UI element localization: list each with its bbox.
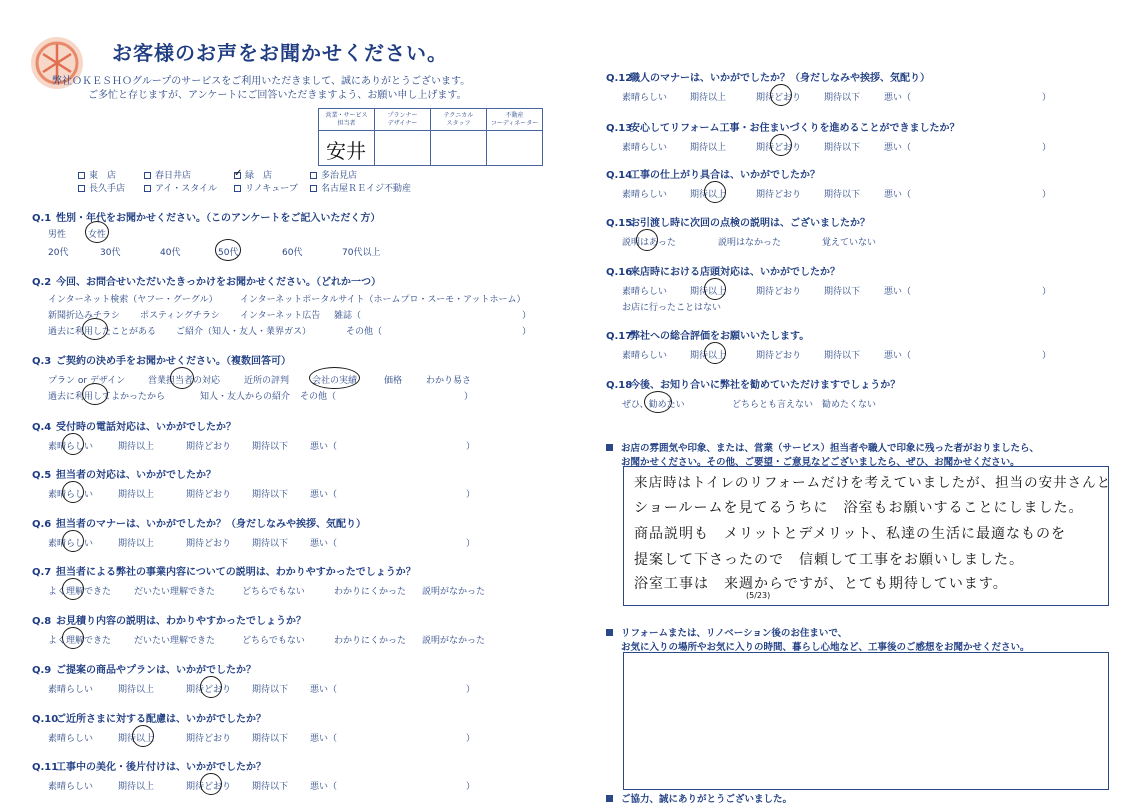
option-label: 素晴らしい — [48, 685, 94, 695]
option-3[interactable] — [252, 682, 288, 695]
option-label: 素晴らしい — [48, 539, 94, 549]
option-label: 悪い（ — [884, 287, 912, 297]
option-label: 期待以下 — [252, 782, 289, 792]
paren-close: ） — [522, 327, 532, 337]
option-label: 説明がなかった — [422, 636, 486, 646]
option-0[interactable] — [48, 731, 93, 744]
option-label: 素晴らしい — [622, 93, 668, 103]
option-label: 期待以下 — [824, 190, 861, 200]
option-0[interactable] — [48, 584, 111, 597]
option-1[interactable] — [690, 187, 726, 200]
option-label: 説明がなかった — [422, 587, 486, 597]
option-1[interactable] — [118, 439, 154, 452]
option-label: 期待以下 — [824, 287, 861, 297]
option-label: ） — [1042, 190, 1052, 200]
paren-close: ） — [464, 392, 474, 402]
option-portal-site[interactable]: インターネットポータルサイト（ホームプロ・スーモ・アットホーム） — [240, 295, 526, 305]
option-4[interactable] — [310, 487, 337, 500]
option-label: 期待以下 — [824, 143, 861, 153]
question-text: 今後、お知り合いに弊社を勧めていただけますでしょうか？ — [630, 380, 901, 391]
option-clarity[interactable]: わかり易さ — [426, 376, 472, 386]
store-label: アイ・スタイル — [155, 184, 218, 194]
option-label: ） — [466, 442, 476, 452]
option-label: 素晴らしい — [48, 782, 94, 792]
option-2[interactable] — [756, 284, 801, 297]
paren-close — [1042, 187, 1051, 200]
paren-close — [466, 536, 475, 549]
option-4[interactable] — [310, 682, 337, 695]
paren-close: ） — [522, 311, 532, 321]
option-1[interactable] — [134, 633, 215, 646]
option-label: 期待以上 — [118, 782, 155, 792]
option-plan-design[interactable]: プラン or デザイン — [48, 376, 126, 386]
option-4[interactable] — [884, 187, 911, 200]
option-label: 素晴らしい — [622, 143, 668, 153]
option-1[interactable] — [118, 731, 154, 744]
question-number: Q.11 — [32, 762, 59, 773]
option-2[interactable] — [186, 779, 231, 792]
option-0[interactable] — [48, 682, 93, 695]
option-3[interactable] — [824, 348, 860, 361]
question-text: お引渡し時に次回の点検の説明は、ございましたか？ — [630, 218, 870, 229]
handwriting-line-2: ショールームを見てるうちに 浴室もお願いすることにしました。 — [634, 500, 1084, 516]
option-0[interactable] — [622, 397, 685, 410]
option-label: 期待以上 — [118, 442, 155, 452]
option-label: 悪い（ — [884, 351, 912, 361]
option-label: 期待以上 — [690, 190, 727, 200]
question-number: Q.15 — [606, 218, 633, 229]
option-1[interactable] — [690, 90, 726, 103]
question-q1 — [32, 209, 380, 224]
option-sales-staff[interactable] — [148, 373, 220, 386]
option-0[interactable] — [48, 536, 93, 549]
option-2[interactable] — [186, 731, 231, 744]
question-text: ご契約の決め手をお聞かせください。（複数回答可） — [56, 356, 291, 367]
option-label: ぜひ、勧めたい — [622, 400, 685, 410]
option-2[interactable] — [822, 235, 876, 248]
question-number: Q.7 — [32, 567, 52, 578]
handwriting-line-1: 来店時はトイレのリフォームだけを考えていましたが、担当の安井さんと — [634, 475, 1112, 491]
paren-close — [1042, 140, 1051, 153]
question-q6 — [32, 515, 366, 530]
option-label: どちらでもない — [242, 636, 305, 646]
option-label: 期待どおり — [186, 685, 232, 695]
option-0[interactable] — [48, 779, 93, 792]
question-q9 — [32, 661, 256, 676]
option-label: 説明はなかった — [718, 238, 782, 248]
option-3[interactable] — [252, 536, 288, 549]
question-text: 来店時における店頭対応は、いかがでしたか？ — [630, 267, 840, 278]
section-impressions-heading-2: お聞かせください。その他、ご要望・ご意見などございましたら、ぜひ、お聞かせください。 — [621, 457, 1020, 468]
option-3[interactable] — [824, 140, 860, 153]
option-4[interactable] — [884, 284, 911, 297]
section-impressions-heading — [606, 440, 1039, 454]
option-3[interactable] — [334, 633, 406, 646]
option-label: 期待以下 — [252, 734, 289, 744]
option-label: 期待どおり — [186, 734, 232, 744]
option-4[interactable] — [884, 140, 911, 153]
option-2[interactable] — [242, 633, 305, 646]
paren-close — [466, 731, 475, 744]
option-label: 説明はあった — [622, 238, 676, 248]
question-number: Q.1 — [32, 213, 52, 224]
option-label: 素晴らしい — [48, 734, 94, 744]
option-internet-ad[interactable]: インターネット広告 — [240, 311, 321, 321]
option-0[interactable] — [622, 235, 676, 248]
store-reiji[interactable] — [310, 181, 411, 194]
section-after-renovation-heading — [606, 625, 847, 639]
option-label: よく理解できた — [48, 587, 112, 597]
option-label: 期待以下 — [824, 351, 861, 361]
store-istyle[interactable] — [144, 181, 217, 194]
option-1[interactable] — [690, 284, 726, 297]
option-label: どちらでもない — [242, 587, 305, 597]
store-label: 多治見店 — [321, 171, 358, 181]
option-label: 覚えていない — [822, 238, 877, 248]
store-tajimi[interactable] — [310, 168, 357, 181]
option-60s[interactable]: 60代 — [282, 248, 303, 258]
store-renocube[interactable] — [234, 181, 298, 194]
option-label: 悪い（ — [310, 685, 338, 695]
option-magazine[interactable]: 雑誌（ — [334, 311, 362, 321]
option-0[interactable] — [622, 187, 667, 200]
impressions-box[interactable] — [623, 652, 1109, 790]
staff-header-planner: プランナー デザイナー — [375, 109, 431, 131]
question-text: 担当者の対応は、いかがでしたか？ — [56, 470, 216, 481]
store-label: 長久手店 — [89, 184, 126, 194]
option-label: 過去に利用したことがある — [48, 327, 157, 337]
option-2[interactable] — [756, 140, 801, 153]
option-4[interactable] — [310, 731, 337, 744]
question-text: 職人のマナーは、いかがでしたか？（身だしなみや挨拶、気配り） — [630, 73, 930, 84]
option-label: 期待以上 — [690, 143, 727, 153]
option-label: 期待以上 — [690, 93, 727, 103]
q16-extra-option[interactable]: お店に行ったことはない — [622, 303, 722, 313]
staff-cell-planner[interactable] — [375, 131, 431, 166]
option-label: 素晴らしい — [622, 351, 668, 361]
option-label: ） — [466, 539, 476, 549]
question-number: Q.9 — [32, 665, 52, 676]
option-label: 期待どおり — [186, 442, 232, 452]
option-0[interactable] — [622, 140, 667, 153]
option-label: ） — [466, 685, 476, 695]
paren-close — [1042, 348, 1051, 361]
question-text: ご提案の商品やプランは、いかがでしたか？ — [56, 665, 256, 676]
option-50s[interactable] — [218, 245, 238, 258]
option-1[interactable] — [732, 397, 813, 410]
question-q12 — [606, 69, 930, 84]
option-4[interactable] — [884, 90, 911, 103]
staff-header-technical: テクニカル スタッフ — [431, 109, 487, 131]
option-2[interactable] — [186, 487, 231, 500]
option-label: 50代 — [218, 248, 239, 258]
option-label: 期待以上 — [690, 287, 727, 297]
handwriting-line-4: 提案して下さったので 信頼して工事をお願いしました。 — [634, 552, 1024, 568]
footer-thanks — [606, 791, 792, 805]
option-label: 素晴らしい — [622, 287, 668, 297]
question-text: 安心してリフォーム工事・お住まいづくりを進めることができましたか？ — [630, 123, 960, 134]
option-2[interactable] — [756, 348, 801, 361]
option-label: ） — [1042, 287, 1052, 297]
store-label: 東 店 — [89, 171, 117, 181]
option-label: 素晴らしい — [48, 490, 94, 500]
staff-header-realestate: 不動産 コーディネーター — [487, 109, 543, 131]
store-label: 緑 店 — [245, 171, 273, 181]
question-text: 性別・年代をお聞かせください。（このアンケートをご記入いただく方） — [56, 213, 381, 224]
option-label: 悪い（ — [310, 734, 338, 744]
option-3[interactable] — [252, 731, 288, 744]
option-1[interactable] — [718, 235, 781, 248]
option-label: 期待以上 — [118, 539, 155, 549]
option-30s[interactable]: 30代 — [100, 248, 121, 258]
handwriting-date-note: (5/23) — [746, 591, 771, 600]
option-past-use[interactable] — [48, 324, 156, 337]
option-label: 過去に利用してよかったから — [48, 392, 166, 402]
question-text: 受付時の電話対応は、いかがでしたか？ — [56, 422, 236, 433]
store-label: 春日井店 — [155, 171, 192, 181]
option-label: 期待どおり — [756, 287, 802, 297]
store-higashi[interactable] — [78, 168, 116, 181]
question-number: Q.12 — [606, 73, 633, 84]
option-3[interactable] — [824, 187, 860, 200]
option-label: 期待以上 — [118, 490, 155, 500]
question-number: Q.4 — [32, 422, 52, 433]
option-label: 期待どおり — [186, 539, 232, 549]
option-label: 期待どおり — [186, 490, 232, 500]
option-0[interactable] — [48, 487, 93, 500]
page-title: お客様のお声をお聞かせください。 — [112, 41, 448, 65]
staff-header-sales: 営業・サービス 担当者 — [319, 109, 375, 131]
option-label: 期待以下 — [252, 442, 289, 452]
question-text: 担当者のマナーは、いかがでしたか？（身だしなみや挨拶、気配り） — [56, 519, 366, 530]
option-1[interactable] — [118, 536, 154, 549]
option-label: 期待以下 — [252, 490, 289, 500]
section-text: リフォームまたは、リノベーション後のお住まいで、 — [621, 628, 848, 639]
option-label: わかりにくかった — [334, 587, 407, 597]
comments-box[interactable] — [623, 466, 1112, 606]
option-40s[interactable]: 40代 — [160, 248, 181, 258]
option-label: 女性 — [88, 230, 107, 240]
paren-close — [1042, 284, 1051, 297]
handwriting-line-5: 浴室工事は 来週からですが、とても期待しています。 — [634, 576, 1008, 592]
question-text: 今回、お問合せいただいたきっかけをお聞かせください。（どれか一つ） — [56, 277, 381, 288]
option-label: 期待以下 — [252, 685, 289, 695]
option-2[interactable] — [822, 397, 876, 410]
option-label: 素晴らしい — [48, 442, 94, 452]
option-label: わかりにくかった — [334, 636, 407, 646]
option-label: 期待以下 — [252, 539, 289, 549]
option-1[interactable] — [118, 682, 154, 695]
option-2[interactable] — [186, 682, 231, 695]
question-number: Q.13 — [606, 123, 633, 134]
option-2[interactable] — [186, 536, 231, 549]
store-label: リノキューブ — [245, 184, 298, 194]
option-label: ） — [466, 734, 476, 744]
option-label: ） — [1042, 93, 1052, 103]
option-label: 営業担当者の対応 — [148, 376, 221, 386]
paren-close — [1042, 90, 1051, 103]
question-number: Q.18 — [606, 380, 633, 391]
option-3[interactable] — [252, 779, 288, 792]
option-2[interactable] — [756, 187, 801, 200]
option-label: 悪い（ — [884, 190, 912, 200]
section-text: お店の雰囲気や印象、または、営業（サービス）担当者や職人で印象に残った者がおりましたら、 — [621, 443, 1040, 454]
option-4[interactable] — [310, 779, 337, 792]
option-3[interactable] — [334, 584, 406, 597]
question-text: ご近所さまに対する配慮は、いかがでしたか？ — [56, 714, 266, 725]
question-number: Q.3 — [32, 356, 52, 367]
option-4[interactable] — [422, 584, 485, 597]
option-0[interactable] — [48, 633, 111, 646]
option-label: だいたい理解できた — [134, 587, 216, 597]
option-1[interactable] — [690, 348, 726, 361]
question-number: Q.6 — [32, 519, 52, 530]
question-q15 — [606, 214, 870, 229]
staff-cell-realestate[interactable] — [487, 131, 543, 166]
option-label: 期待どおり — [756, 93, 802, 103]
question-number: Q.10 — [32, 714, 59, 725]
option-label: 期待どおり — [756, 351, 802, 361]
store-nagakute[interactable] — [78, 181, 125, 194]
option-price[interactable]: 価格 — [384, 376, 403, 386]
option-3[interactable] — [252, 439, 288, 452]
paren-close — [466, 779, 475, 792]
option-label: 期待どおり — [186, 782, 232, 792]
option-3[interactable] — [824, 284, 860, 297]
option-label: 悪い（ — [310, 782, 338, 792]
option-0[interactable] — [48, 439, 93, 452]
option-label: 期待どおり — [756, 190, 802, 200]
option-label: ） — [466, 490, 476, 500]
question-text: 工事中の美化・後片付けは、いかがでしたか？ — [56, 762, 266, 773]
option-local-reputation[interactable]: 近所の評判 — [244, 376, 290, 386]
option-company-record[interactable] — [312, 373, 357, 386]
option-1[interactable] — [134, 584, 215, 597]
question-number: Q.8 — [32, 616, 52, 627]
option-label: 悪い（ — [884, 93, 912, 103]
section-after-renovation-heading-2: お気に入りの場所やお気に入りの時間、暮らし心地など、工事後のご感想をお聞かせください。 — [621, 642, 1030, 653]
option-label: 悪い（ — [310, 539, 338, 549]
option-1[interactable] — [118, 779, 154, 792]
question-q3 — [32, 352, 291, 367]
option-0[interactable] — [622, 348, 667, 361]
option-label: ） — [466, 782, 476, 792]
option-label: 会社の実績 — [312, 376, 358, 386]
store-label: 名古屋ＲＥイジ不動産 — [321, 184, 412, 194]
paren-close — [466, 487, 475, 500]
option-2[interactable] — [186, 439, 231, 452]
option-label: 期待以下 — [824, 93, 861, 103]
option-3[interactable] — [252, 487, 288, 500]
option-label: 勧めたくない — [822, 400, 877, 410]
question-number: Q.17 — [606, 331, 633, 342]
store-midori[interactable]: ✓ 緑 店 — [234, 168, 273, 181]
option-label: どちらとも言えない — [732, 400, 814, 410]
question-q18 — [606, 376, 900, 391]
option-0[interactable] — [622, 90, 667, 103]
option-female[interactable] — [88, 227, 106, 240]
option-past-good[interactable] — [48, 389, 165, 402]
option-4[interactable] — [422, 633, 485, 646]
option-other[interactable]: その他（ — [300, 392, 337, 402]
option-label: 悪い（ — [310, 490, 338, 500]
option-label: 素晴らしい — [622, 190, 668, 200]
question-q2 — [32, 273, 381, 288]
store-kasugai[interactable] — [144, 168, 191, 181]
option-label: ） — [1042, 143, 1052, 153]
option-label: よく理解できた — [48, 636, 112, 646]
question-q8 — [32, 612, 306, 627]
option-other[interactable]: その他（ — [346, 327, 383, 337]
option-label: だいたい理解できた — [134, 636, 216, 646]
question-q13 — [606, 119, 960, 134]
staff-cell-technical[interactable] — [431, 131, 487, 166]
handwriting-line-3: 商品説明も メリットとデメリット、私達の生活に最適なものを — [634, 526, 1067, 542]
question-q7 — [32, 563, 416, 578]
option-label: 期待以上 — [690, 351, 727, 361]
intro-line-1: 弊社ＯＫＥＳＨＯグループのサービスをご利用いただきまして、誠にありがとうございます。 — [52, 76, 471, 87]
option-label: 期待以上 — [118, 734, 155, 744]
option-4[interactable] — [310, 439, 337, 452]
option-1[interactable] — [690, 140, 726, 153]
option-posting-flyer[interactable]: ポスティングチラシ — [140, 311, 220, 321]
option-internet-search[interactable]: インターネット検索（ヤフー・グーグル） — [48, 295, 218, 305]
question-q11 — [32, 758, 266, 773]
option-4[interactable] — [884, 348, 911, 361]
option-newspaper-flyer[interactable]: 新聞折込みチラシ — [48, 311, 121, 321]
option-0[interactable] — [622, 284, 667, 297]
option-70s[interactable]: 70代以上 — [342, 248, 381, 258]
intro-line-2: ご多忙と存じますが、アンケートにご回答いただきますよう、お願い申し上げます。 — [88, 90, 467, 101]
question-q10 — [32, 710, 266, 725]
option-label: ） — [1042, 351, 1052, 361]
option-referral[interactable]: ご紹介（知人・友人・業界ガス） — [176, 327, 312, 337]
question-q14 — [606, 166, 820, 181]
question-text: 工事の仕上がり具合は、いかがでしたか？ — [630, 170, 820, 181]
option-4[interactable] — [310, 536, 337, 549]
question-number: Q.2 — [32, 277, 52, 288]
option-20s[interactable]: 20代 — [48, 248, 69, 258]
option-label: 悪い（ — [310, 442, 338, 452]
question-text: 弊社への総合評価をお願いいたします。 — [630, 331, 810, 342]
option-2[interactable] — [756, 90, 801, 103]
option-1[interactable] — [118, 487, 154, 500]
question-q17 — [606, 327, 809, 342]
option-label: 期待以上 — [118, 685, 155, 695]
option-3[interactable] — [824, 90, 860, 103]
question-text: 担当者による弊社の事業内容についての説明は、わかりやすかったでしょうか？ — [56, 567, 416, 578]
option-label: 悪い（ — [884, 143, 912, 153]
question-number: Q.14 — [606, 170, 633, 181]
question-q4 — [32, 418, 236, 433]
paren-close — [466, 439, 475, 452]
question-q16 — [606, 263, 840, 278]
question-number: Q.5 — [32, 470, 52, 481]
option-label: 期待どおり — [756, 143, 802, 153]
option-friend-referral[interactable]: 知人・友人からの紹介 — [200, 392, 291, 402]
option-2[interactable] — [242, 584, 305, 597]
staff-name-handwritten: 安井 — [326, 139, 366, 163]
paren-close — [466, 682, 475, 695]
question-text: お見積り内容の説明は、わかりやすかったでしょうか？ — [56, 616, 306, 627]
footer-text: ご協力、誠にありがとうございました。 — [621, 794, 793, 805]
option-male[interactable]: 男性 — [48, 230, 67, 240]
question-q5 — [32, 466, 216, 481]
question-number: Q.16 — [606, 267, 633, 278]
